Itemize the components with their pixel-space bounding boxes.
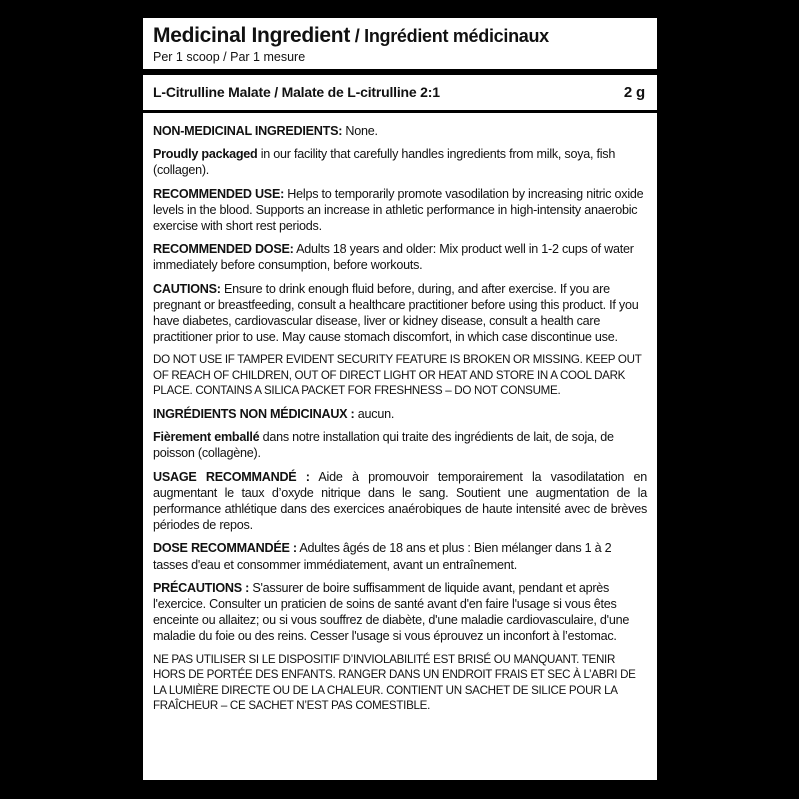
ingredient-row — [153, 83, 647, 102]
warning-fr: NE PAS UTILISER SI LE DISPOSITIF D’INVIOLABILITÉ EST BRISÉ OU MANQUANT. TENIR HORS DE PORTÉE DES ENFANTS. RANGER DANS UN ENDROIT FRAIS ET SEC À L’ABRI DE LA LUMIÈRE DIRECTE OU DE LA CHALEUR. CONTIENT UN SACHET DE SILICE POUR LA FRAÎCHEUR – CE SACHET N’EST PAS COMESTIBLE. — [153, 652, 636, 713]
recommended-dose-en — [153, 241, 647, 273]
ingredient-amount: 2 g — [623, 84, 645, 101]
recommended-dose-en-label: RECOMMENDED DOSE: — [153, 242, 294, 257]
non-medicinal-fr-text: aucun. — [354, 406, 395, 421]
cautions-fr-text: S'assurer de boire suffisamment de liquide avant, pendant et après l'exercice. Consulter un praticien de soins de santé avant d'en faire l'usage si vous êtes enceinte ou allaitez; ou si vous souffrez de diabète, d'une maladie cardiovasculaire, d'une maladie du foie ou des reins. Cesser l'usage si vous éprouvez un inconfort à l’estomac. — [153, 580, 630, 644]
packaged-en-label: Proudly packaged — [153, 147, 258, 162]
title-separator: / — [350, 26, 365, 46]
cautions-fr-label: PRÉCAUTIONS : — [153, 580, 250, 595]
packaged-fr — [153, 429, 647, 461]
thick-divider — [143, 69, 657, 75]
non-medicinal-fr — [153, 406, 647, 422]
non-medicinal-en-label: NON-MEDICINAL INGREDIENTS: — [153, 124, 343, 138]
warning-en: DO NOT USE IF TAMPER EVIDENT SECURITY FEATURE IS BROKEN OR MISSING. KEEP OUT OF REACH OF CHILDREN, OUT OF DIRECT LIGHT OR HEAT AND STORE IN A COOL DARK PLACE. CONTAINS A SILICA PACKET FOR FRESHNESS – DO NOT CONSUME. — [153, 353, 642, 398]
recommended-dose-fr-text: Adultes âgés de 18 ans et plus : Bien mélanger dans 1 à 2 tasses d'eau et consommer immédiatement, avant un entraînement. — [153, 541, 612, 572]
packaged-fr-text: dans notre installation qui traite des ingrédients de lait, de soja, de poisson (collagène). — [153, 430, 614, 461]
recommended-dose-en-text: Adults 18 years and older: Mix product well in 1-2 cups of water immediately before consumption, before workouts. — [153, 242, 634, 273]
serving-size: Per 1 scoop / Par 1 mesure — [153, 50, 306, 64]
non-medicinal-fr-label: INGRÉDIENTS NON MÉDICINAUX : — [153, 406, 355, 421]
non-medicinal-en-text: None. — [342, 124, 378, 138]
recommended-use-en-label: RECOMMENDED USE: — [153, 186, 285, 201]
recommended-use-fr-label: USAGE RECOMMANDÉ : — [153, 469, 310, 484]
cautions-fr — [153, 580, 647, 645]
recommended-use-en-text: Helps to temporarily promote vasodilation by increasing nitric oxide levels in the blood. Supports an increase in athletic performance in high-intensity anaerobic exercise with short rest periods. — [153, 186, 644, 234]
non-medicinal-en — [153, 123, 647, 139]
recommended-dose-fr — [153, 540, 647, 572]
recommended-dose-fr-label: DOSE RECOMMANDÉE : — [153, 541, 297, 556]
recommended-use-en — [153, 186, 647, 235]
packaged-en — [153, 146, 647, 178]
ingredient-name: L-Citrulline Malate / Malate de L-citrulline 2:1 — [153, 84, 440, 100]
title-french: Ingrédient médicinaux — [364, 26, 549, 46]
label-title — [153, 23, 647, 49]
title-english: Medicinal Ingredient — [153, 24, 351, 47]
supplement-facts-label — [143, 18, 657, 780]
recommended-use-fr-text: Aide à promouvoir temporairement la vasodilatation en augmentant le taux d’oxyde nitrique dans le sang. Soutient une augmentation de la performance athlétique dans des exercices anaérobiques de haute intensité avec de brèves périodes de repos. — [153, 469, 647, 533]
cautions-en — [153, 281, 647, 346]
cautions-en-text: Ensure to drink enough fluid before, during, and after exercise. If you are pregnant or breastfeeding, consult a healthcare practitioner before using this product. If you have diabetes, cardiovascular disease, liver or kidney disease, consult a health care practitioner prior to use. May cause stomach discomfort, in which case discontinue use. — [153, 281, 639, 345]
cautions-en-label: CAUTIONS: — [153, 281, 221, 296]
medium-divider — [143, 110, 657, 113]
label-body — [153, 123, 647, 714]
recommended-use-fr — [153, 469, 647, 534]
packaged-en-text: in our facility that carefully handles ingredients from milk, soya, fish (collagen). — [153, 147, 616, 178]
packaged-fr-label: Fièrement emballé — [153, 430, 260, 445]
